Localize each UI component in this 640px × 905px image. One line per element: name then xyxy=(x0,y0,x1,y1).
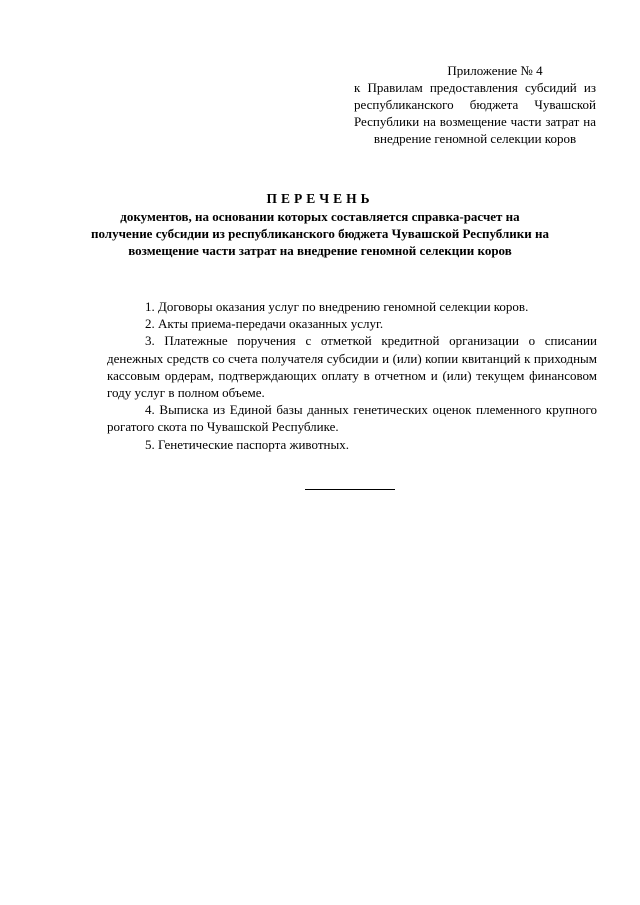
closing-divider-line xyxy=(305,489,395,490)
documents-list xyxy=(107,298,597,453)
list-item: 1. Договоры оказания услуг по внедрению геномной селекции коров. xyxy=(145,299,529,314)
document-subtitle: документов, на основании которых составляется справка-расчет на получение субсидии из республиканского бюджета Чувашской Республики на возмещение части затрат на внедрение геномной селекции коров xyxy=(90,209,549,258)
appendix-text: к Правилам предоставления субсидий из республиканского бюджета Чувашской Республики на возмещение части затрат на внедрение геномной селекции коров xyxy=(354,80,596,146)
list-item: 4. Выписка из Единой базы данных генетических оценок племенного крупного рогатого скота по Чувашской Республике. xyxy=(107,402,597,435)
appendix-header xyxy=(354,62,596,147)
list-item: 2. Акты приема-передачи оказанных услуг. xyxy=(145,316,384,332)
appendix-number: Приложение № 4 xyxy=(447,63,543,78)
document-title-block xyxy=(90,190,550,259)
list-item: 5. Генетические паспорта животных. xyxy=(145,436,349,452)
document-title: ПЕРЕЧЕНЬ xyxy=(266,191,374,206)
list-item: 3. Платежные поручения с отметкой кредитной организации о списании денежных средств со счета получателя субсидии и (или) копии квитанций к приходным кассовым ордерам, подтверждающих оплату в отчетном и (или) текущем финансовом году услуг в полном объеме. xyxy=(107,333,597,401)
